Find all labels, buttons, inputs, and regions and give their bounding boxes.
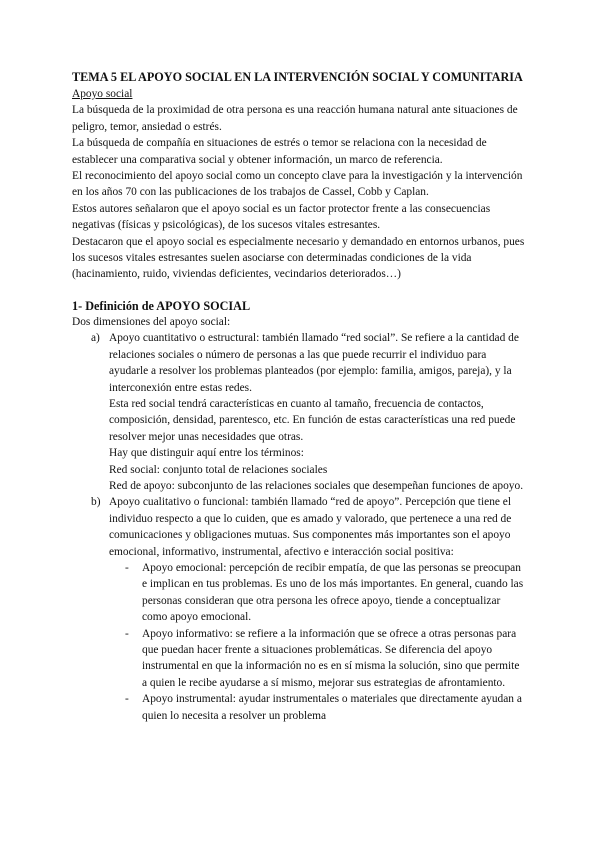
dash-bullet: - xyxy=(125,693,129,706)
intro-paragraph-5: Destacaron que el apoyo social es especialmente necesario y demandado en entornos urbanos, pues los sucesos vitales estresantes suelen asociarse con determinadas condiciones de la vida (hacinamiento, ruido, viviendas deficientes, vecindarios deteriorados…) xyxy=(72,235,525,281)
sub-list-item xyxy=(72,560,527,626)
item-a-paragraph-3: Hay que distinguir aquí entre los términos: xyxy=(109,447,304,460)
list-marker: b) xyxy=(91,496,101,509)
sub-list-item xyxy=(72,626,527,692)
document-title: TEMA 5 EL APOYO SOCIAL EN LA INTERVENCIÓN SOCIAL Y COMUNITARIA xyxy=(72,70,523,84)
sub-item-text: Apoyo informativo: se refiere a la información que se ofrece a otras personas para que puedan hacer frente a situaciones problemáticas. Se diferencia del apoyo instrumental en que la información no es en sí misma la solución, sino que permite a quien le recibe ayudarse a sí mismo, mejorar sus estrategias de afrontamiento. xyxy=(142,627,520,689)
intro-paragraph-2: La búsqueda de compañía en situaciones de estrés o temor se relaciona con la necesidad de establecer una comparativa social y obtener información, un marco de referencia. xyxy=(72,137,487,166)
spacer xyxy=(72,283,527,298)
list-item-a xyxy=(72,330,527,494)
intro-paragraph-4: Estos autores señalaron que el apoyo social es un factor protector frente a las consecuencias negativas (físicas y psicológicas), de los sucesos vitales estresantes. xyxy=(72,202,491,232)
intro-paragraph-3: El reconocimiento del apoyo social como un concepto clave para la investigación y la intervención en los años 70 con las publicaciones de los trabajos de Cassel, Cobb y Caplan. xyxy=(72,170,523,199)
intro-paragraph-1: La búsqueda de la proximidad de otra persona es una reacción humana natural ante situaciones de peligro, temor, ansiedad o estrés. xyxy=(72,104,518,133)
dash-bullet: - xyxy=(125,561,129,574)
section-heading: 1- Definición de APOYO SOCIAL xyxy=(72,298,251,313)
item-b-text: Apoyo cualitativo o funcional: también llamado “red de apoyo”. Percepción que tiene el individuo respecto a que lo cuiden, que es amado y valorado, que pertenece a una red de comunicaciones y obligaciones mutuas. Sus componentes más importantes son el apoyo emocional, informativo, instrumental, afectivo e interacción social positiva: xyxy=(109,496,512,558)
section-subtitle: Apoyo social xyxy=(72,88,133,100)
item-a-paragraph-2: Esta red social tendrá características en cuanto al tamaño, frecuencia de contactos, composición, densidad, parentesco, etc. En función de estas características una red puede resolver mejor unas necesidades que otras. xyxy=(109,397,516,443)
item-a-text: Apoyo cuantitativo o estructural: también llamado “red social”. Se refiere a la cantidad de relaciones sociales o número de personas a las que puede recurrir el individuo para ayudarle a resolver los problemas planteados (por ejemplo: familia, amigos, pareja), y la interconexión entre estas redes. xyxy=(109,332,519,394)
list-item-b xyxy=(72,494,527,560)
dash-bullet: - xyxy=(125,627,129,640)
sub-item-text: Apoyo emocional: percepción de recibir empatía, de que las personas se preocupan e implican en tus problemas. Es uno de los más importantes. En general, cuando las personas consideran que otra persona les ofrece apoyo, tiende a conceptualizar como apoyo emocional. xyxy=(142,561,524,624)
sub-list-item xyxy=(72,691,527,724)
item-a-paragraph-5: Red de apoyo: subconjunto de las relaciones sociales que desempeñan funciones de apoyo. xyxy=(109,479,524,492)
item-a-paragraph-4: Red social: conjunto total de relaciones sociales xyxy=(109,463,328,476)
sub-item-text: Apoyo instrumental: ayudar instrumentales o materiales que directamente ayudan a quien lo necesita a resolver un problema xyxy=(142,693,522,722)
section-lead: Dos dimensiones del apoyo social: xyxy=(72,315,231,328)
list-marker: a) xyxy=(91,332,100,345)
document-body xyxy=(72,69,527,724)
